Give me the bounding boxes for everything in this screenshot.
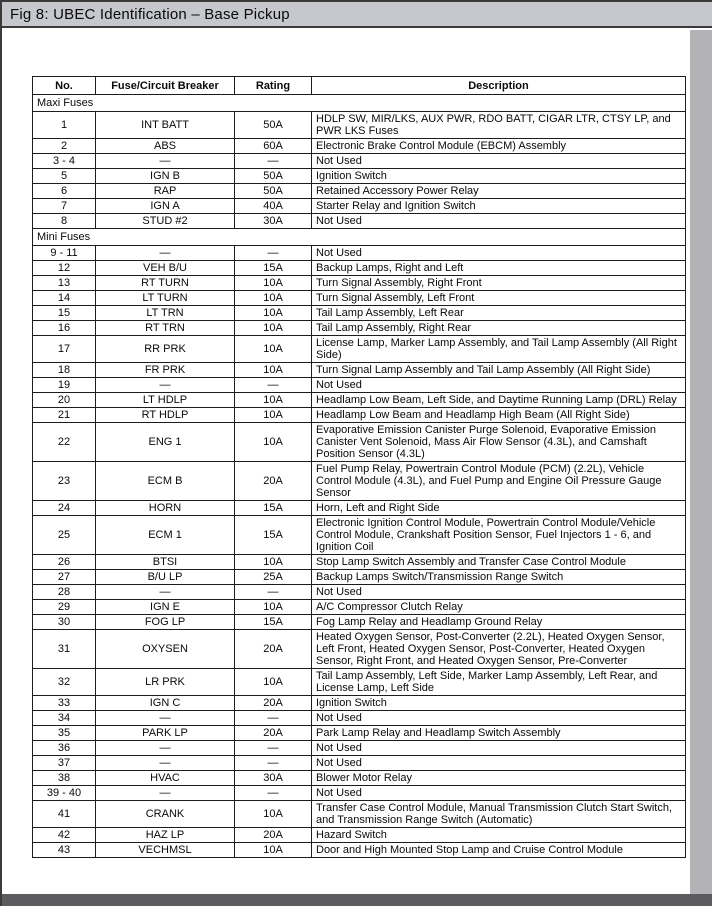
cell-desc: Not Used: [312, 246, 686, 261]
cell-rating: 10A: [235, 669, 312, 696]
cell-desc: Blower Motor Relay: [312, 771, 686, 786]
cell-fuse: IGN A: [96, 199, 235, 214]
cell-desc: Not Used: [312, 786, 686, 801]
cell-fuse: —: [96, 378, 235, 393]
cell-no: 24: [33, 501, 96, 516]
cell-rating: 30A: [235, 214, 312, 229]
table-row: [33, 112, 686, 139]
cell-fuse: —: [96, 585, 235, 600]
cell-rating: 10A: [235, 336, 312, 363]
cell-no: 22: [33, 423, 96, 462]
cell-fuse: —: [96, 154, 235, 169]
cell-desc: Backup Lamps Switch/Transmission Range Switch: [312, 570, 686, 585]
cell-rating: 20A: [235, 828, 312, 843]
cell-desc: Stop Lamp Switch Assembly and Transfer Case Control Module: [312, 555, 686, 570]
fuse-table-body: [33, 95, 686, 858]
cell-rating: 10A: [235, 600, 312, 615]
table-row: [33, 843, 686, 858]
cell-fuse: LT TRN: [96, 306, 235, 321]
table-row: [33, 786, 686, 801]
table-row: [33, 801, 686, 828]
section-label: Maxi Fuses: [33, 95, 686, 112]
cell-no: 36: [33, 741, 96, 756]
cell-desc: Evaporative Emission Canister Purge Solenoid, Evaporative Emission Canister Vent Solenoid, Mass Air Flow Sensor (4.3L), and Camshaft Position Sensor (4.3L): [312, 423, 686, 462]
cell-desc: Hazard Switch: [312, 828, 686, 843]
cell-rating: 10A: [235, 276, 312, 291]
cell-no: 32: [33, 669, 96, 696]
cell-fuse: CRANK: [96, 801, 235, 828]
fuse-table: [32, 76, 686, 858]
cell-rating: —: [235, 585, 312, 600]
cell-rating: 50A: [235, 112, 312, 139]
cell-rating: —: [235, 154, 312, 169]
section-row: [33, 229, 686, 246]
cell-fuse: RT TURN: [96, 276, 235, 291]
cell-rating: 15A: [235, 615, 312, 630]
cell-no: 13: [33, 276, 96, 291]
cell-desc: Starter Relay and Ignition Switch: [312, 199, 686, 214]
cell-rating: 20A: [235, 696, 312, 711]
cell-no: 9 - 11: [33, 246, 96, 261]
table-row: [33, 615, 686, 630]
header-rating: Rating: [235, 77, 312, 95]
cell-desc: HDLP SW, MIR/LKS, AUX PWR, RDO BATT, CIGAR LTR, CTSY LP, and PWR LKS Fuses: [312, 112, 686, 139]
table-row: [33, 669, 686, 696]
header-fuse: Fuse/Circuit Breaker: [96, 77, 235, 95]
table-row: [33, 462, 686, 501]
table-row: [33, 516, 686, 555]
cell-rating: 10A: [235, 423, 312, 462]
cell-no: 20: [33, 393, 96, 408]
cell-fuse: VEH B/U: [96, 261, 235, 276]
cell-desc: Tail Lamp Assembly, Left Side, Marker Lamp Assembly, Left Rear, and License Lamp, Left Side: [312, 669, 686, 696]
table-row: [33, 154, 686, 169]
table-row: [33, 363, 686, 378]
cell-fuse: PARK LP: [96, 726, 235, 741]
cell-rating: —: [235, 246, 312, 261]
cell-rating: 30A: [235, 771, 312, 786]
cell-no: 12: [33, 261, 96, 276]
cell-desc: Electronic Ignition Control Module, Powertrain Control Module/Vehicle Control Module, Crankshaft Position Sensor, Fuel Injectors 1 - 6, and Ignition Coil: [312, 516, 686, 555]
cell-rating: 50A: [235, 184, 312, 199]
cell-desc: Heated Oxygen Sensor, Post-Converter (2.2L), Heated Oxygen Sensor, Left Front, Heated Oxygen Sensor, Post-Converter, Heated Oxygen Sensor, Right Front, and Heated Oxygen Sensor, Pre-Converter: [312, 630, 686, 669]
cell-no: 7: [33, 199, 96, 214]
cell-no: 29: [33, 600, 96, 615]
cell-rating: 60A: [235, 139, 312, 154]
cell-desc: Not Used: [312, 585, 686, 600]
cell-rating: —: [235, 786, 312, 801]
table-row: [33, 393, 686, 408]
table-row: [33, 756, 686, 771]
cell-fuse: RR PRK: [96, 336, 235, 363]
cell-no: 1: [33, 112, 96, 139]
cell-rating: 10A: [235, 408, 312, 423]
cell-fuse: VECHMSL: [96, 843, 235, 858]
cell-no: 34: [33, 711, 96, 726]
cell-desc: Not Used: [312, 378, 686, 393]
cell-fuse: LR PRK: [96, 669, 235, 696]
cell-no: 33: [33, 696, 96, 711]
cell-fuse: STUD #2: [96, 214, 235, 229]
table-row: [33, 555, 686, 570]
cell-desc: Not Used: [312, 741, 686, 756]
cell-fuse: ECM 1: [96, 516, 235, 555]
cell-no: 31: [33, 630, 96, 669]
cell-fuse: RAP: [96, 184, 235, 199]
cell-no: 23: [33, 462, 96, 501]
cell-fuse: LT TURN: [96, 291, 235, 306]
cell-no: 14: [33, 291, 96, 306]
cell-rating: 25A: [235, 570, 312, 585]
cell-rating: 10A: [235, 291, 312, 306]
cell-no: 42: [33, 828, 96, 843]
cell-rating: 10A: [235, 801, 312, 828]
table-row: [33, 336, 686, 363]
cell-fuse: HVAC: [96, 771, 235, 786]
cell-no: 28: [33, 585, 96, 600]
cell-fuse: FOG LP: [96, 615, 235, 630]
cell-desc: Not Used: [312, 154, 686, 169]
cell-rating: —: [235, 741, 312, 756]
cell-no: 39 - 40: [33, 786, 96, 801]
table-row: [33, 169, 686, 184]
cell-fuse: —: [96, 246, 235, 261]
cell-no: 30: [33, 615, 96, 630]
cell-no: 35: [33, 726, 96, 741]
cell-rating: 50A: [235, 169, 312, 184]
cell-fuse: —: [96, 711, 235, 726]
cell-desc: License Lamp, Marker Lamp Assembly, and Tail Lamp Assembly (All Right Side): [312, 336, 686, 363]
section-row: [33, 95, 686, 112]
table-row: [33, 600, 686, 615]
cell-no: 18: [33, 363, 96, 378]
cell-no: 26: [33, 555, 96, 570]
table-row: [33, 378, 686, 393]
table-row: [33, 570, 686, 585]
cell-fuse: ECM B: [96, 462, 235, 501]
cell-rating: —: [235, 711, 312, 726]
cell-desc: Fuel Pump Relay, Powertrain Control Module (PCM) (2.2L), Vehicle Control Module (4.3L), and Fuel Pump and Engine Oil Pressure Gauge Sensor: [312, 462, 686, 501]
cell-fuse: FR PRK: [96, 363, 235, 378]
table-row: [33, 828, 686, 843]
cell-fuse: ENG 1: [96, 423, 235, 462]
cell-no: 21: [33, 408, 96, 423]
cell-fuse: IGN C: [96, 696, 235, 711]
cell-rating: —: [235, 756, 312, 771]
cell-desc: Tail Lamp Assembly, Left Rear: [312, 306, 686, 321]
cell-no: 2: [33, 139, 96, 154]
table-row: [33, 139, 686, 154]
table-row: [33, 184, 686, 199]
header-row: [33, 77, 686, 95]
cell-desc: Turn Signal Lamp Assembly and Tail Lamp Assembly (All Right Side): [312, 363, 686, 378]
cell-desc: Fog Lamp Relay and Headlamp Ground Relay: [312, 615, 686, 630]
cell-fuse: RT TRN: [96, 321, 235, 336]
table-row: [33, 408, 686, 423]
cell-fuse: HORN: [96, 501, 235, 516]
cell-desc: Not Used: [312, 214, 686, 229]
cell-desc: Transfer Case Control Module, Manual Transmission Clutch Start Switch, and Transmission Range Switch (Automatic): [312, 801, 686, 828]
cell-no: 3 - 4: [33, 154, 96, 169]
cell-desc: Retained Accessory Power Relay: [312, 184, 686, 199]
cell-no: 17: [33, 336, 96, 363]
cell-rating: 20A: [235, 462, 312, 501]
cell-fuse: ABS: [96, 139, 235, 154]
cell-no: 37: [33, 756, 96, 771]
table-row: [33, 741, 686, 756]
cell-no: 25: [33, 516, 96, 555]
cell-desc: Ignition Switch: [312, 169, 686, 184]
cell-no: 16: [33, 321, 96, 336]
cell-desc: Park Lamp Relay and Headlamp Switch Assembly: [312, 726, 686, 741]
cell-rating: 10A: [235, 843, 312, 858]
cell-no: 6: [33, 184, 96, 199]
table-row: [33, 585, 686, 600]
cell-fuse: INT BATT: [96, 112, 235, 139]
cell-no: 19: [33, 378, 96, 393]
cell-desc: Not Used: [312, 711, 686, 726]
cell-rating: 40A: [235, 199, 312, 214]
cell-desc: Horn, Left and Right Side: [312, 501, 686, 516]
cell-desc: Backup Lamps, Right and Left: [312, 261, 686, 276]
table-row: [33, 214, 686, 229]
cell-no: 41: [33, 801, 96, 828]
cell-rating: 10A: [235, 555, 312, 570]
cell-desc: Not Used: [312, 756, 686, 771]
table-row: [33, 199, 686, 214]
cell-desc: Electronic Brake Control Module (EBCM) Assembly: [312, 139, 686, 154]
table-row: [33, 276, 686, 291]
cell-rating: 10A: [235, 393, 312, 408]
table-row: [33, 711, 686, 726]
cell-desc: Ignition Switch: [312, 696, 686, 711]
header-description: Description: [312, 77, 686, 95]
cell-rating: 15A: [235, 501, 312, 516]
cell-rating: 10A: [235, 306, 312, 321]
title-bar: [2, 2, 712, 28]
cell-desc: Turn Signal Assembly, Right Front: [312, 276, 686, 291]
table-row: [33, 501, 686, 516]
table-row: [33, 423, 686, 462]
cell-no: 15: [33, 306, 96, 321]
fuse-table-header: [33, 77, 686, 95]
table-row: [33, 630, 686, 669]
cell-fuse: HAZ LP: [96, 828, 235, 843]
cell-desc: Door and High Mounted Stop Lamp and Cruise Control Module: [312, 843, 686, 858]
cell-fuse: —: [96, 741, 235, 756]
cell-rating: 15A: [235, 516, 312, 555]
table-row: [33, 321, 686, 336]
cell-desc: Tail Lamp Assembly, Right Rear: [312, 321, 686, 336]
cell-desc: Headlamp Low Beam and Headlamp High Beam (All Right Side): [312, 408, 686, 423]
cell-rating: 10A: [235, 363, 312, 378]
table-row: [33, 291, 686, 306]
cell-rating: —: [235, 378, 312, 393]
cell-rating: 20A: [235, 630, 312, 669]
table-row: [33, 726, 686, 741]
cell-fuse: —: [96, 786, 235, 801]
cell-fuse: OXYSEN: [96, 630, 235, 669]
cell-rating: 15A: [235, 261, 312, 276]
cell-desc: A/C Compressor Clutch Relay: [312, 600, 686, 615]
table-row: [33, 696, 686, 711]
cell-fuse: B/U LP: [96, 570, 235, 585]
right-gutter: [690, 30, 712, 894]
table-row: [33, 246, 686, 261]
header-no: No.: [33, 77, 96, 95]
cell-no: 43: [33, 843, 96, 858]
cell-no: 8: [33, 214, 96, 229]
cell-fuse: LT HDLP: [96, 393, 235, 408]
cell-rating: 20A: [235, 726, 312, 741]
table-row: [33, 306, 686, 321]
page-title: Fig 8: UBEC Identification – Base Pickup: [10, 5, 290, 23]
cell-no: 27: [33, 570, 96, 585]
cell-fuse: RT HDLP: [96, 408, 235, 423]
table-row: [33, 771, 686, 786]
cell-fuse: —: [96, 756, 235, 771]
cell-desc: Turn Signal Assembly, Left Front: [312, 291, 686, 306]
horizontal-scrollbar[interactable]: [2, 894, 712, 906]
cell-fuse: BTSI: [96, 555, 235, 570]
table-row: [33, 261, 686, 276]
cell-fuse: IGN B: [96, 169, 235, 184]
cell-no: 38: [33, 771, 96, 786]
cell-desc: Headlamp Low Beam, Left Side, and Daytime Running Lamp (DRL) Relay: [312, 393, 686, 408]
cell-no: 5: [33, 169, 96, 184]
cell-fuse: IGN E: [96, 600, 235, 615]
section-label: Mini Fuses: [33, 229, 686, 246]
cell-rating: 10A: [235, 321, 312, 336]
